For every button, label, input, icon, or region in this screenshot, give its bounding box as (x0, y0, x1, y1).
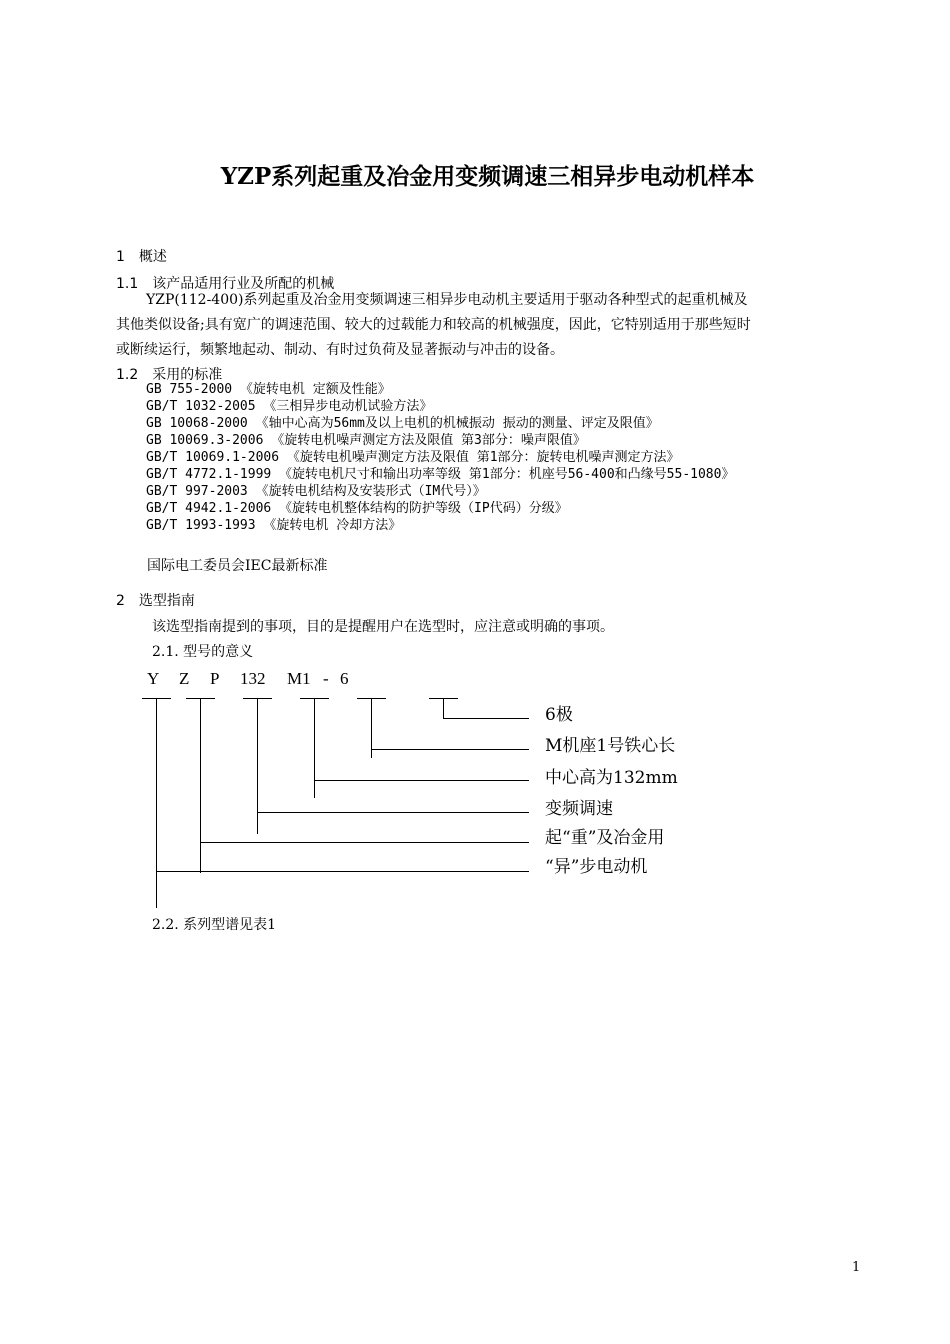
label-async-motor: “异”步电动机 (545, 857, 648, 877)
standard-item: GB 10068-2000 《轴中心高为56mm及以上电机的机械振动 振动的测量、评定及限值》 (146, 416, 659, 431)
model-part-y: Y (147, 669, 160, 688)
standard-item: GB/T 4772.1-1999 《旋转电机尺寸和输出功率等级 第1部分：机座号56-400和凸缘号55-1080》 (146, 467, 735, 482)
model-part-poles: 6 (340, 669, 349, 688)
standard-item: GB/T 997-2003 《旋转电机结构及安装形式（IM代号）》 (146, 484, 486, 499)
section-1-2-heading: 1.2 采用的标准 (116, 367, 223, 383)
standard-item: GB/T 10069.1-2006 《旋转电机噪声测定方法及限值 第1部分：旋转电机噪声测定方法》 (146, 450, 680, 465)
label-crane-metallurgy: 起“重”及冶金用 (545, 828, 665, 848)
paragraph-line-1: YZP(112-400)系列起重及冶金用变频调速三相异步电动机主要适用于驱动各种型式的起重机械及 (146, 292, 748, 308)
section-2-intro: 该选型指南提到的事项，目的是提醒用户在选型时，应注意或明确的事项。 (152, 619, 614, 635)
label-center-height: 中心高为132mm (545, 768, 678, 788)
section-1-heading: 1 概述 (116, 249, 167, 265)
section-2-2-heading: 2.2. 系列型谱见表1 (152, 917, 277, 933)
model-part-dash: - (323, 669, 329, 688)
model-part-p: P (210, 669, 220, 688)
standard-item: GB 755-2000 《旋转电机 定额及性能》 (146, 382, 391, 397)
section-2-heading: 2 选型指南 (116, 593, 195, 609)
standard-item: GB/T 1993-1993 《旋转电机 冷却方法》 (146, 518, 402, 533)
section-1-1-heading: 1.1 该产品适用行业及所配的机械 (116, 276, 335, 292)
document-title: YZP系列起重及冶金用变频调速三相异步电动机样本 (220, 163, 755, 190)
paragraph-line-2: 其他类似设备;具有宽广的调速范围、较大的过载能力和较高的机械强度，因此，它特别适用于那些短时 (116, 317, 751, 333)
standard-item: GB/T 4942.1-2006 《旋转电机整体结构的防护等级（IP代码）分级》 (146, 501, 568, 516)
standards-list (146, 381, 734, 534)
iec-standard-note: 国际电工委员会IEC最新标准 (147, 558, 328, 574)
label-core-length: M机座1号铁心长 (545, 736, 676, 756)
standard-item: GB 10069.3-2006 《旋转电机噪声测定方法及限值 第3部分：噪声限值》 (146, 433, 586, 448)
paragraph-line-3: 或断续运行，频繁地起动、制动、有时过负荷及显著振动与冲击的设备。 (116, 342, 564, 358)
label-vfd: 变频调速 (545, 799, 613, 819)
standard-item: GB/T 1032-2005 《三相异步电动机试验方法》 (146, 399, 433, 414)
page-number: 1 (852, 1260, 861, 1275)
label-poles: 6极 (545, 705, 573, 725)
model-part-core-length: M1 (287, 669, 311, 688)
section-2-1-heading: 2.1. 型号的意义 (152, 644, 254, 660)
model-part-frame-height: 132 (240, 669, 266, 688)
model-part-z: Z (179, 669, 190, 688)
